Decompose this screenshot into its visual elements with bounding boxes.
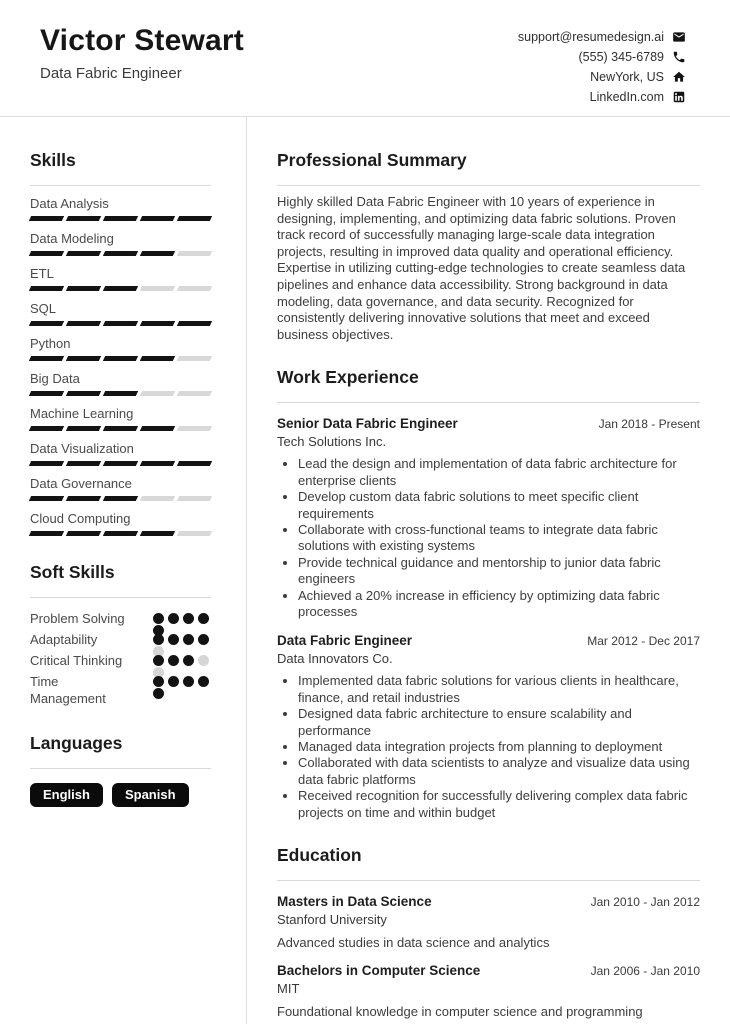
language-pill-row bbox=[30, 783, 211, 807]
soft-skill-dots bbox=[153, 655, 211, 667]
job-bullet: • Implemented data fabric solutions for various clients in healthcare, finance, and retail industries bbox=[298, 673, 700, 706]
job-title: Data Fabric Engineer bbox=[277, 633, 413, 649]
person-role: Data Fabric Engineer bbox=[40, 65, 182, 82]
soft-skill-dot bbox=[153, 676, 164, 687]
education-section bbox=[277, 845, 700, 1019]
skill-level-dash bbox=[29, 531, 64, 536]
education-dates: Jan 2010 - Jan 2012 bbox=[590, 895, 700, 910]
skill-level-dash bbox=[29, 216, 64, 221]
soft-skill-dot bbox=[153, 634, 164, 645]
job-bullet-list bbox=[277, 456, 700, 620]
job-company: Tech Solutions Inc. bbox=[277, 434, 387, 450]
linkedin-icon bbox=[672, 90, 686, 104]
skill-level-dash bbox=[140, 286, 175, 291]
contact-row[interactable] bbox=[518, 27, 686, 47]
skill-item bbox=[30, 266, 211, 291]
skill-name: ETL bbox=[30, 266, 54, 281]
skill-level-dash bbox=[66, 251, 101, 256]
resume-header bbox=[0, 0, 730, 117]
soft-skill-list bbox=[30, 610, 211, 707]
skill-level-bar bbox=[30, 461, 211, 466]
skill-level-dash bbox=[66, 426, 101, 431]
home-icon bbox=[672, 70, 686, 84]
job-bullet: • Lead the design and implementation of data fabric architecture for enterprise clients bbox=[298, 456, 700, 489]
skill-level-dash bbox=[29, 251, 64, 256]
skill-level-bar bbox=[30, 496, 211, 501]
skill-level-dash bbox=[140, 461, 175, 466]
skill-level-dash bbox=[177, 461, 212, 466]
skill-level-dash bbox=[103, 391, 138, 396]
soft-skill-dot bbox=[183, 676, 194, 687]
education-list bbox=[277, 894, 700, 1019]
skill-level-dash bbox=[140, 496, 175, 501]
skill-level-dash bbox=[177, 496, 212, 501]
skill-level-dash bbox=[66, 286, 101, 291]
contact-block bbox=[518, 24, 686, 116]
skill-level-dash bbox=[66, 496, 101, 501]
skill-level-dash bbox=[177, 356, 212, 361]
soft-skill-dots bbox=[153, 676, 211, 688]
skill-level-dash bbox=[140, 356, 175, 361]
skill-item bbox=[30, 301, 211, 326]
skill-name: Big Data bbox=[30, 371, 80, 386]
soft-skill-row bbox=[30, 652, 211, 669]
education-description: Foundational knowledge in computer science and programming bbox=[277, 1004, 643, 1020]
education-degree: Masters in Data Science bbox=[277, 894, 432, 910]
skill-level-dash bbox=[177, 286, 212, 291]
summary-text: Highly skilled Data Fabric Engineer with 10 years of experience in designing, implementing, and optimizing data fabric solutions. Proven track record of successfully managing large-scale data integration projects, resulting in improved data quality and operational efficiency. Expertise in utilizing cutting-edge technologies to create seamless data pipelines and enhance data accessibility. Strong background in data modeling, data governance, and data security. Recognized for consistently delivering innovative solutions that meet and exceed business objectives. bbox=[277, 194, 686, 342]
content-columns bbox=[0, 117, 730, 1024]
job-bullet: • Received recognition for successfully delivering complex data fabric projects on time and within budget bbox=[298, 788, 700, 821]
job-header bbox=[277, 416, 700, 432]
skill-level-bar bbox=[30, 286, 211, 291]
job-entry bbox=[277, 633, 700, 821]
job-bullet: • Managed data integration projects from planning to deployment bbox=[298, 739, 700, 755]
skill-level-dash bbox=[29, 321, 64, 326]
person-name: Victor Stewart bbox=[40, 24, 244, 57]
skill-level-dash bbox=[103, 286, 138, 291]
skill-level-dash bbox=[103, 321, 138, 326]
soft-skill-row bbox=[30, 631, 211, 648]
skill-level-dash bbox=[140, 391, 175, 396]
soft-skills-section bbox=[30, 562, 211, 707]
summary-section bbox=[277, 150, 700, 343]
languages-section bbox=[30, 733, 211, 807]
job-list bbox=[277, 416, 700, 821]
skill-level-dash bbox=[66, 216, 101, 221]
skill-level-dash bbox=[140, 426, 175, 431]
job-header bbox=[277, 633, 700, 649]
skill-name: Data Modeling bbox=[30, 231, 114, 246]
soft-skills-section-title: Soft Skills bbox=[30, 562, 211, 598]
skill-level-dash bbox=[29, 461, 64, 466]
skill-name: SQL bbox=[30, 301, 57, 316]
language-pill: Spanish bbox=[112, 783, 189, 807]
job-dates: Jan 2018 - Present bbox=[598, 417, 700, 432]
skill-item bbox=[30, 441, 211, 466]
phone-icon bbox=[672, 50, 686, 64]
education-description: Advanced studies in data science and analytics bbox=[277, 935, 550, 951]
soft-skill-dot bbox=[183, 655, 194, 666]
skill-level-dash bbox=[29, 391, 64, 396]
job-dates: Mar 2012 - Dec 2017 bbox=[587, 634, 700, 649]
education-header bbox=[277, 894, 700, 910]
skill-level-dash bbox=[29, 356, 64, 361]
language-pill: English bbox=[30, 783, 103, 807]
skill-item bbox=[30, 231, 211, 256]
soft-skill-row bbox=[30, 610, 211, 627]
job-bullet: • Collaborated with data scientists to analyze and visualize data using data fabric platforms bbox=[298, 755, 700, 788]
skill-level-dash bbox=[140, 251, 175, 256]
skill-level-dash bbox=[177, 321, 212, 326]
job-bullet: • Achieved a 20% increase in efficiency by optimizing data fabric processes bbox=[298, 588, 700, 621]
soft-skill-name: Time Management bbox=[30, 674, 106, 706]
soft-skill-dot bbox=[168, 655, 179, 666]
skill-item bbox=[30, 196, 211, 221]
soft-skill-row bbox=[30, 673, 211, 707]
job-company: Data Innovators Co. bbox=[277, 651, 393, 667]
summary-section-title: Professional Summary bbox=[277, 150, 700, 186]
education-entry bbox=[277, 894, 700, 950]
sidebar bbox=[0, 117, 247, 1024]
skill-level-dash bbox=[177, 531, 212, 536]
skill-level-bar bbox=[30, 321, 211, 326]
skill-level-dash bbox=[140, 321, 175, 326]
skill-level-dash bbox=[140, 531, 175, 536]
skill-level-dash bbox=[103, 496, 138, 501]
skill-level-dash bbox=[103, 356, 138, 361]
skill-level-dash bbox=[66, 391, 101, 396]
skill-level-dash bbox=[103, 461, 138, 466]
contact-text: NewYork, US bbox=[590, 70, 664, 84]
contact-text: (555) 345-6789 bbox=[578, 50, 664, 64]
skill-level-dash bbox=[103, 531, 138, 536]
contact-text: LinkedIn.com bbox=[589, 90, 664, 104]
skill-level-bar bbox=[30, 251, 211, 256]
skill-level-dash bbox=[29, 496, 64, 501]
soft-skill-dot bbox=[168, 634, 179, 645]
soft-skill-dot bbox=[168, 676, 179, 687]
job-title: Senior Data Fabric Engineer bbox=[277, 416, 458, 432]
job-bullet: • Designed data fabric architecture to ensure scalability and performance bbox=[298, 706, 700, 739]
education-section-title: Education bbox=[277, 845, 700, 881]
education-school: Stanford University bbox=[277, 912, 387, 928]
skill-level-dash bbox=[177, 426, 212, 431]
skill-name: Data Analysis bbox=[30, 196, 109, 211]
soft-skill-dot bbox=[168, 613, 179, 624]
skill-level-dash bbox=[29, 426, 64, 431]
experience-section bbox=[277, 367, 700, 821]
skill-level-dash bbox=[140, 216, 175, 221]
contact-row[interactable] bbox=[518, 87, 686, 107]
identity-block bbox=[40, 24, 244, 116]
skill-level-dash bbox=[103, 216, 138, 221]
skill-level-dash bbox=[177, 216, 212, 221]
skill-level-dash bbox=[177, 391, 212, 396]
skills-section-title: Skills bbox=[30, 150, 211, 186]
languages-section-title: Languages bbox=[30, 733, 211, 769]
skill-item bbox=[30, 336, 211, 361]
skill-item bbox=[30, 406, 211, 431]
experience-section-title: Work Experience bbox=[277, 367, 700, 403]
contact-text: support@resumedesign.ai bbox=[517, 30, 664, 44]
skill-level-dash bbox=[66, 531, 101, 536]
skill-name: Machine Learning bbox=[30, 406, 134, 421]
soft-skill-dots bbox=[153, 634, 211, 646]
soft-skill-dot bbox=[198, 676, 209, 687]
skill-item bbox=[30, 511, 211, 536]
education-entry bbox=[277, 963, 700, 1019]
skill-level-bar bbox=[30, 391, 211, 396]
skill-name: Python bbox=[30, 336, 71, 351]
envelope-icon bbox=[672, 30, 686, 44]
skill-item bbox=[30, 476, 211, 501]
soft-skill-name: Problem Solving bbox=[30, 611, 125, 626]
skill-list bbox=[30, 196, 211, 536]
job-bullet: • Provide technical guidance and mentorship to junior data fabric engineers bbox=[298, 555, 700, 588]
contact-row[interactable] bbox=[518, 47, 686, 67]
education-dates: Jan 2006 - Jan 2010 bbox=[590, 964, 700, 979]
job-bullet: • Collaborate with cross-functional teams to integrate data fabric solutions with existing systems bbox=[298, 522, 700, 555]
skill-level-bar bbox=[30, 216, 211, 221]
skill-level-dash bbox=[66, 321, 101, 326]
job-entry bbox=[277, 416, 700, 620]
skill-level-dash bbox=[29, 286, 64, 291]
soft-skill-dot bbox=[198, 655, 209, 666]
education-school: MIT bbox=[277, 981, 300, 997]
skill-level-dash bbox=[177, 251, 212, 256]
skill-level-bar bbox=[30, 426, 211, 431]
soft-skill-dot bbox=[183, 634, 194, 645]
skill-name: Data Visualization bbox=[30, 441, 134, 456]
skill-item bbox=[30, 371, 211, 396]
soft-skill-name: Adaptability bbox=[30, 632, 98, 647]
job-bullet: • Develop custom data fabric solutions to meet specific client requirements bbox=[298, 489, 700, 522]
skill-level-bar bbox=[30, 356, 211, 361]
soft-skill-dot bbox=[153, 613, 164, 624]
education-degree: Bachelors in Computer Science bbox=[277, 963, 481, 979]
skill-level-dash bbox=[103, 426, 138, 431]
skill-level-bar bbox=[30, 531, 211, 536]
skill-level-dash bbox=[66, 356, 101, 361]
main-column bbox=[247, 117, 730, 1024]
skill-level-dash bbox=[103, 251, 138, 256]
soft-skill-name: Critical Thinking bbox=[30, 653, 123, 668]
soft-skill-dot bbox=[153, 688, 164, 699]
soft-skill-dot bbox=[183, 613, 194, 624]
soft-skill-dot bbox=[198, 613, 209, 624]
soft-skill-dots bbox=[153, 613, 211, 625]
soft-skill-dot bbox=[198, 634, 209, 645]
skills-section bbox=[30, 150, 211, 536]
skill-level-dash bbox=[66, 461, 101, 466]
skill-name: Cloud Computing bbox=[30, 511, 131, 526]
contact-row[interactable] bbox=[518, 67, 686, 87]
soft-skill-dot bbox=[153, 655, 164, 666]
skill-name: Data Governance bbox=[30, 476, 132, 491]
job-bullet-list bbox=[277, 673, 700, 821]
education-header bbox=[277, 963, 700, 979]
